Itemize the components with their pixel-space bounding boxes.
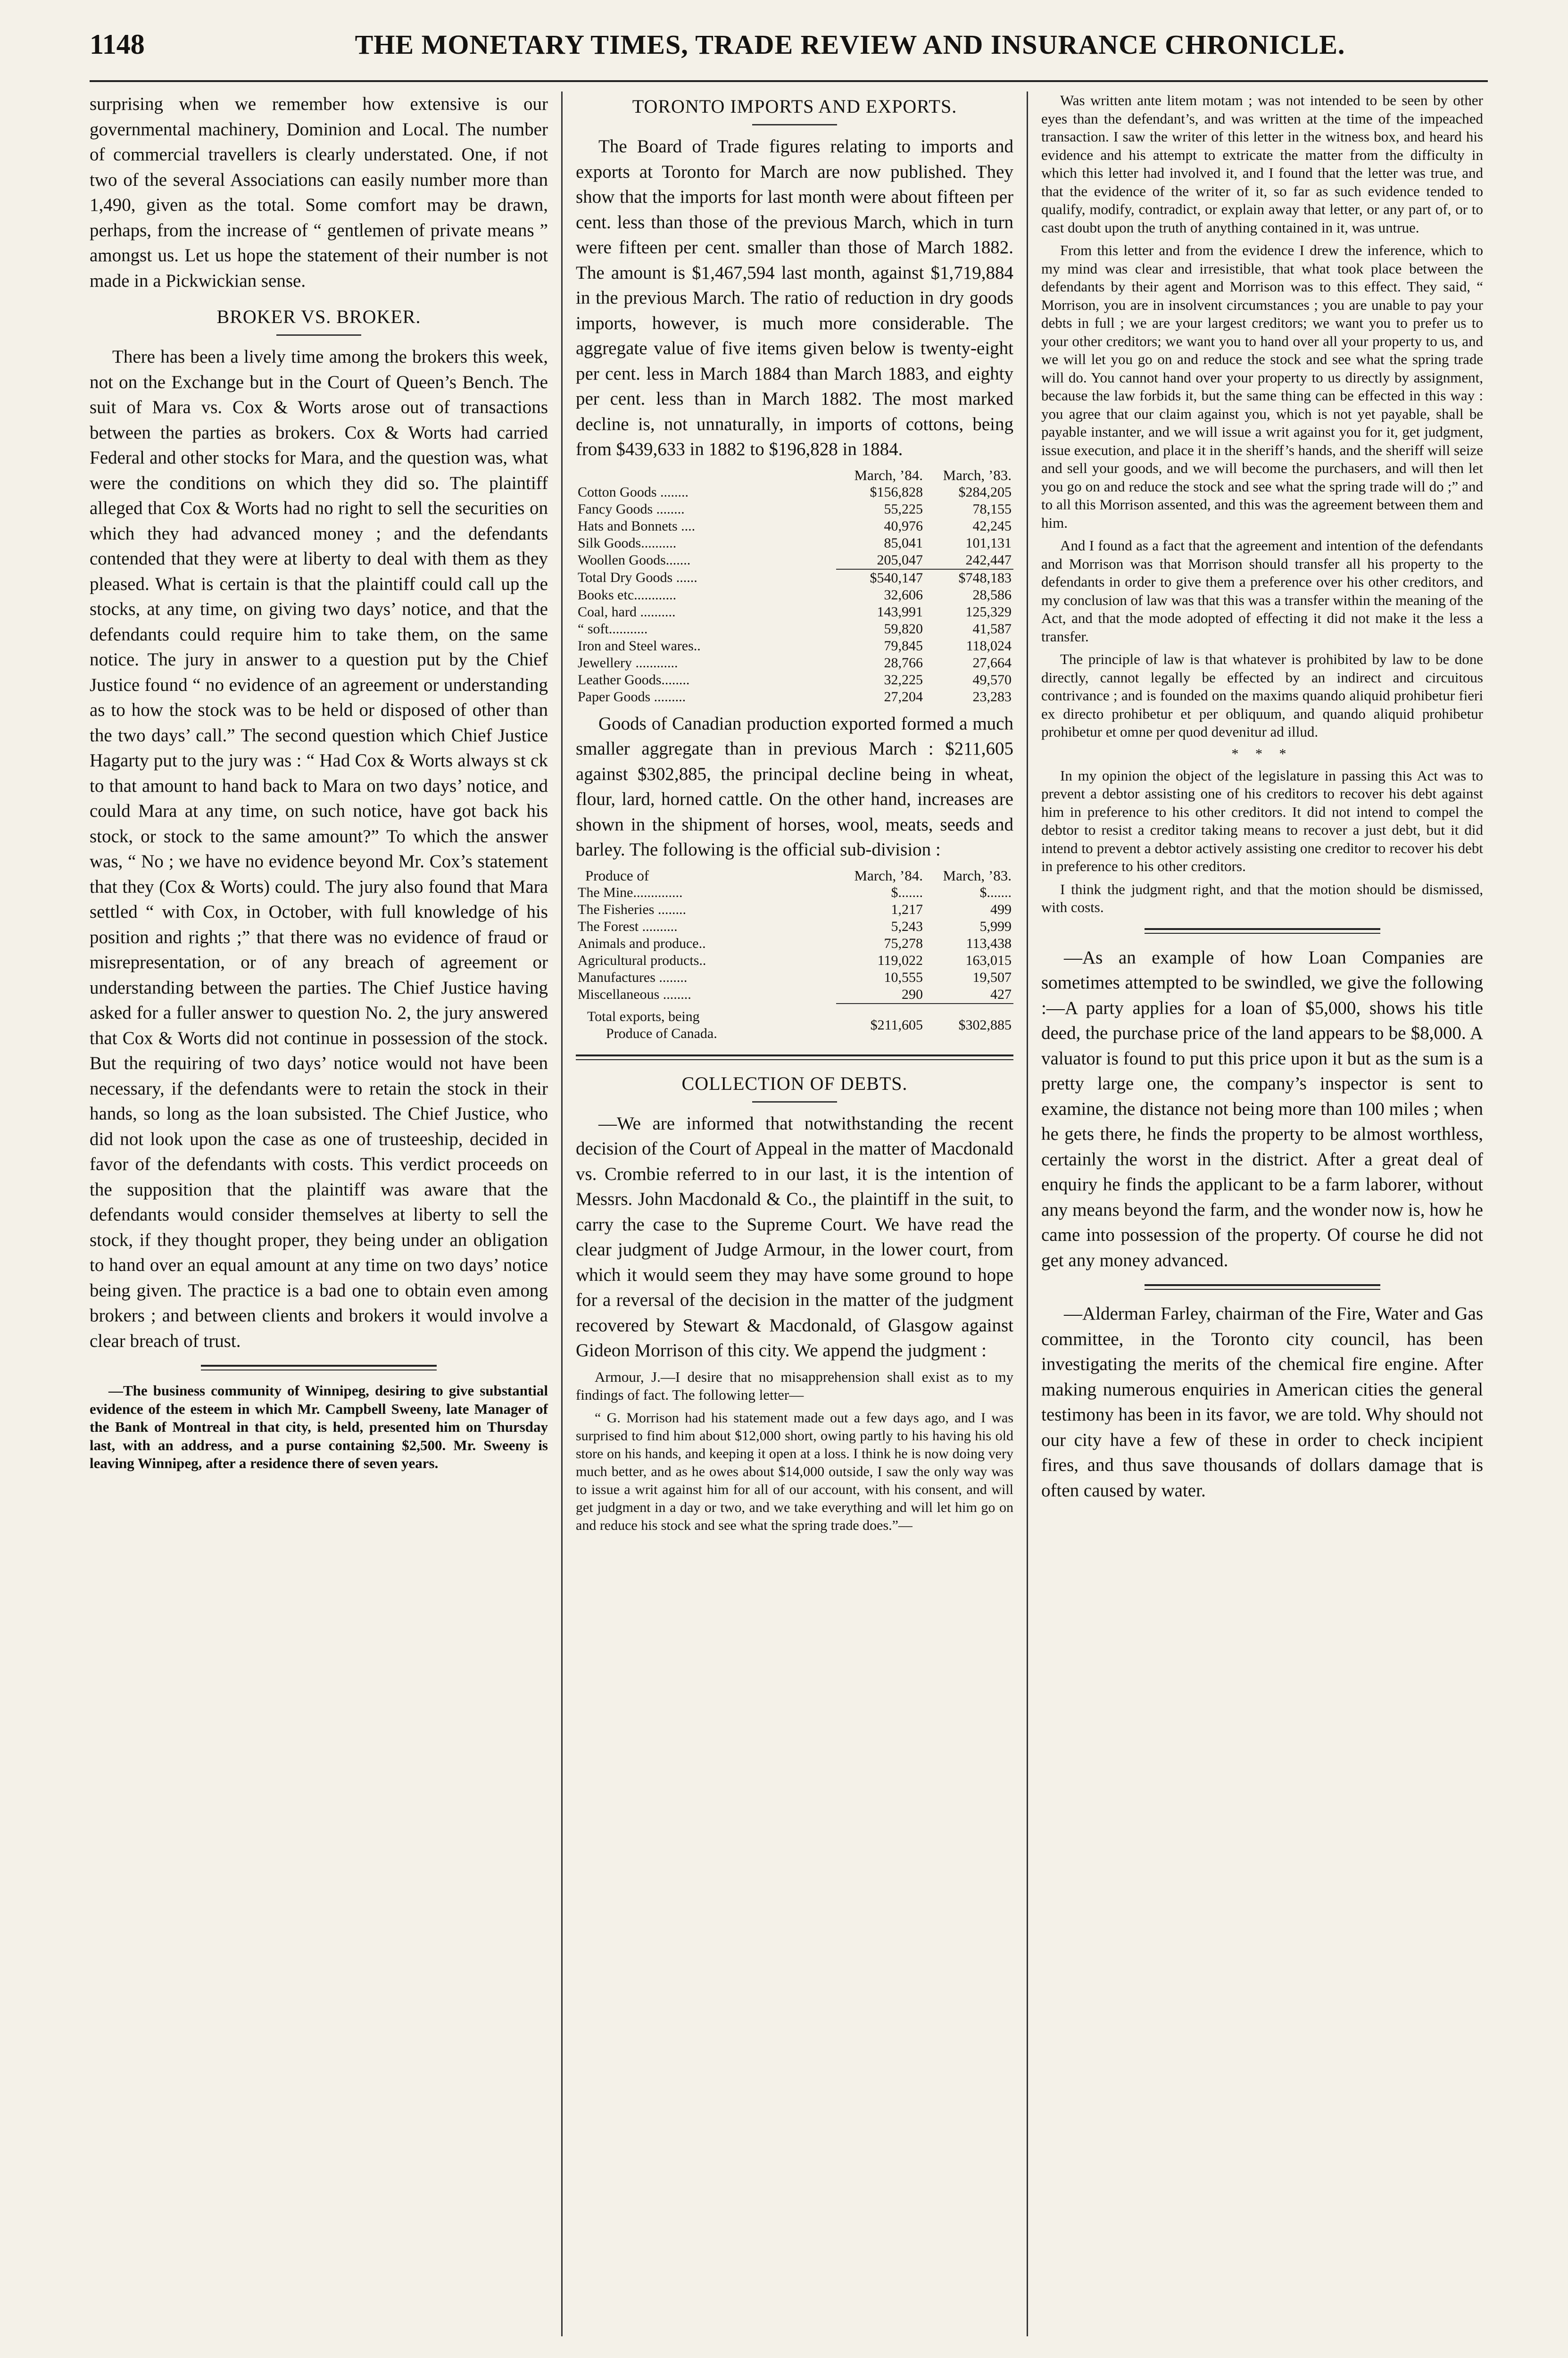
row-label: Cotton Goods ........ — [578, 484, 689, 500]
col-header: March, ’84. — [854, 867, 923, 884]
row-value: 27,664 — [972, 655, 1012, 671]
judgment-paragraph: From this letter and from the evidence I drew the inference, which to my mind was clear and irresistible, that what took place between the defendants by their agent and Morrison was to this effect. They said, “ Morrison, you are in insolvent circumstances ; you are unable to pay your debts in full ; we are your largest creditors; we want you to prefer us to your other creditors; we want you to hand over all your property to us, and we will let you go on and reduce the stock and see what the spring trade will do. You cannot hand over your property to us directly by assignment, because the law forbids it, but the same thing can be effected in this way : you agree that our claim against you, which is not yet payable, shall be payable instanter, and we will issue a writ against you for it, get judgment, issue execution, and place it in the sheriff’s hands, and the sheriff will seize and sell your goods, and we will become the purchasers, and will then let you go on and reduce the stock and see what the spring trade will do ;” and to all this Morrison assented, and this was the agreement between them and him. — [1041, 242, 1483, 531]
row-value: 27,204 — [884, 689, 923, 705]
row-label: Iron and Steel wares.. — [578, 638, 701, 654]
row-value: $284,205 — [958, 484, 1012, 500]
row-value: 242,447 — [965, 552, 1012, 568]
row-label: Manufactures ........ — [578, 969, 688, 985]
row-label: The Fisheries ........ — [578, 901, 686, 917]
row-value: 290 — [902, 986, 923, 1002]
debts-heading: COLLECTION OF DEBTS. — [681, 1072, 908, 1094]
masthead — [90, 28, 1488, 82]
row-value: 85,041 — [884, 535, 923, 551]
row-value: 23,283 — [972, 689, 1012, 705]
heading-rule — [276, 334, 361, 336]
row-label: “ soft........... — [578, 621, 648, 637]
row-label: Fancy Goods ........ — [578, 501, 685, 517]
broker-heading: BROKER VS. BROKER. — [216, 306, 421, 327]
table-row — [576, 484, 1013, 501]
table-row — [576, 655, 1013, 672]
row-value: 499 — [990, 901, 1012, 917]
row-value: 5,999 — [979, 918, 1012, 934]
row-value: 119,022 — [877, 952, 923, 968]
imports-table — [576, 467, 1013, 706]
row-value: 79,845 — [884, 638, 923, 654]
table-row — [576, 672, 1013, 689]
winnipeg-note: —The business community of Winnipeg, desiring to give substantial evidence of the esteem in which Mr. Campbell Sweeny, late Manager of the Bank of Montreal in that city, is held, presented him on Thursday last, with an address, and a purse containing $2,500. Mr. Sweeny is leaving Winnipeg, after a residence there of seven years. — [90, 1382, 548, 1471]
row-label: The Mine.............. — [578, 884, 683, 900]
row-label — [576, 1004, 836, 1042]
section-stars: * * * — [1231, 746, 1293, 762]
row-label: Total Dry Goods ...... — [578, 570, 697, 585]
page-number: 1148 — [90, 29, 145, 60]
judgment-paragraph: Was written ante litem motam ; was not intended to be seen by other eyes than the defendant’s, and was written at the time of the impeached transaction. I saw the writer of this letter in the witness box, and heard his evidence and his attempt to extricate the matter from the difficulty in which this letter had involved it, and I found that the letter was true, and that the evidence of the writer of it, so far as such evidence tended to qualify, modify, contradict, or explain away that letter, or any part of, or to cast doubt upon the truth of anything contained in it, was untrue. — [1041, 92, 1483, 236]
table-row — [576, 518, 1013, 535]
row-value: 118,024 — [966, 638, 1012, 654]
row-value: 19,507 — [972, 969, 1012, 985]
column-1 — [90, 91, 561, 2336]
table-row — [576, 638, 1013, 655]
row-value: 143,991 — [877, 604, 923, 620]
row-label: Paper Goods ......... — [578, 689, 686, 705]
judgment-paragraph: The principle of law is that whatever is prohibited by law to be done directly, cannot legally be effected by an indirect and circuitous contrivance ; and is founded on the maxims quando aliquid prohibetur fieri ex directo prohibetur et per obliquum, and quando aliquid prohibetur prohibetur et omne per quod devenitur ad illud. — [1041, 651, 1483, 740]
row-label: Leather Goods........ — [578, 672, 690, 688]
row-value: $540,147 — [836, 569, 925, 587]
judgment-quote: “ G. Morrison had his statement made out a few days ago, and I was surprised to find him about $12,000 short, owing partly to his having his old store on his hands, and keeping it open at a loss. I think he is now doing very much better, and as he owes about $14,000 outside, I saw the only way was to issue a writ against him for all of our account, with his consent, and will get judgment in a day or two, and we take everything and will let him go on and reduce his stock and see what the spring trade does.”— — [576, 1410, 1013, 1533]
total-label-line: Total exports, being — [587, 1008, 700, 1024]
exports-table — [576, 867, 1013, 1042]
row-value: 32,606 — [884, 587, 923, 603]
broker-article: There has been a lively time among the brokers this week, not on the Exchange but in the Court of Queen’s Bench. The suit of Mara vs. Cox & Worts arose out of transactions between the parties as brokers. Cox & Worts had carried Federal and other stocks for Mara, and the question was, what were the conditions on which they did so. The plaintiff alleged that Cox & Worts had no right to sell the securities on which they had advanced money ; and the defendants contended that they were at liberty to deal with them as they pleased. What is certain is that the plaintiff could call up the stocks, at any time, on giving two days’ notice, and that the defendants could require him to take them, on the same notice. The jury in answer to a question put by the Chief Justice found “ no evidence of an agreement or understanding as to how the stock was to be held or disposed of other than the two days’ call.” The second question which Chief Justice Hagarty put to the jury was : “ Had Cox & Worts always st ck to that amount to hand back to Mara on two days’ notice, and could Mara at any time, on such notice, have got back his stock, or stock to the same amount?” To which the answer was, “ No ; we have no evidence beyond Mr. Cox’s statement that they (Cox & Worts) could. The jury also found that Mara settled “ with Cox, in October, with full knowledge of his position and rights ;” that there was no evidence of fraud or misrepresentation, or of any breach of agreement or understanding between the parties. The Chief Justice having asked for a fuller answer to question No. 2, the jury answered that Cox & Worts did not continue in possession of the stock. But the requiring of two days’ notice would not have been necessary, if the defendants were to retain the stock in their hands, so long as the loan subsisted. The Chief Justice, who did not look upon the case as one of trusteeship, decided in favor of the defendants with costs. This verdict proceeds on the supposition that the plaintiff was aware that the defendants would consider themselves at liberty to sell the stock, if they thought proper, they being under an obligation to hand over an equal amount at any time on two days’ notice being given. The practice is a bad one to obtain even among brokers ; and between clients and brokers it would involve a clear breach of trust. — [90, 347, 548, 1351]
total-label-line: Produce of Canada. — [606, 1025, 717, 1041]
column-3 — [1028, 91, 1483, 2336]
table-row — [576, 569, 1013, 587]
col-header: March, ’83. — [943, 466, 1012, 483]
table-row — [576, 969, 1013, 986]
row-value: 28,766 — [884, 655, 923, 671]
row-value: 163,015 — [965, 952, 1012, 968]
row-value: 49,570 — [972, 672, 1012, 688]
table-row — [576, 621, 1013, 638]
farley-note: —Alderman Farley, chairman of the Fire, Water and Gas committee, in the Toronto city council, has been investigating the merits of the chemical fire engine. After making numerous enquiries in American cities the general testimony has been in its favor, we are told. Why should not our city have a few of these in order to check incipient fires, and thus save thousands of dollars damage that is often caused by water. — [1041, 1304, 1483, 1501]
section-divider — [1145, 928, 1380, 934]
row-value: 40,976 — [884, 518, 923, 534]
row-value: $156,828 — [870, 484, 923, 500]
col-header: March, ’83. — [943, 867, 1012, 884]
section-divider — [201, 1365, 437, 1370]
table-row — [576, 918, 1013, 935]
exports-rows — [576, 884, 1013, 1004]
columns — [90, 91, 1488, 2336]
imports-heading: TORONTO IMPORTS AND EXPORTS. — [632, 96, 957, 117]
row-value: $302,885 — [925, 1004, 1013, 1042]
row-label: Agricultural products.. — [578, 952, 706, 968]
row-value: $....... — [979, 884, 1012, 900]
row-value: 41,587 — [972, 621, 1012, 637]
row-value: 32,225 — [884, 672, 923, 688]
row-value: 78,155 — [972, 501, 1012, 517]
column-2 — [561, 91, 1028, 2336]
col-header: March, ’84. — [854, 466, 923, 483]
row-label: Hats and Bonnets .... — [578, 518, 696, 534]
row-value: 1,217 — [891, 901, 923, 917]
table-row — [576, 901, 1013, 918]
row-value: 427 — [990, 986, 1012, 1002]
dry-goods-rows — [576, 484, 1013, 569]
row-label: The Forest .......... — [578, 918, 678, 934]
table-row — [576, 535, 1013, 552]
judgment-intro: Armour, J.—I desire that no misapprehension shall exist as to my findings of fact. The following letter— — [576, 1368, 1013, 1403]
section-divider — [576, 1054, 1013, 1060]
col-header: Produce of — [585, 867, 649, 884]
heading-rule — [752, 124, 837, 125]
intro-paragraph: surprising when we remember how extensive is our governmental machinery, Dominion and Local. The number of commercial travellers is clearly understated. One, if not two of the several Associations can easily number more than 1,490, given as the total. Some comfort may be drawn, perhaps, from the increase of “ gentlemen of private means ” amongst us. Let us hope the statement of their number is not made in a Pickwickian sense. — [90, 94, 548, 291]
table-row — [576, 1004, 1013, 1042]
table-row — [576, 501, 1013, 518]
row-value: 113,438 — [966, 935, 1012, 951]
judgment-paragraph: In my opinion the object of the legislature in passing this Act was to prevent a debtor assisting one of his creditors to recover his debt against him in preference to his other creditors. It did not intend to compel the debtor to resist a creditor taking means to recover a just debt, but it did intend to prevent a debtor actively assisting one creditor to recover his debt in preference to his other creditors. — [1041, 767, 1483, 874]
row-value: 125,329 — [965, 604, 1012, 620]
table-row — [576, 689, 1013, 706]
judgment-paragraph: I think the judgment right, and that the motion should be dismissed, with costs. — [1041, 880, 1483, 915]
row-value: 205,047 — [877, 552, 923, 568]
row-value: $748,183 — [925, 569, 1013, 587]
row-label: Jewellery ............ — [578, 655, 678, 671]
exports-paragraph: Goods of Canadian production exported formed a much smaller aggregate than in previous March : $211,605 against $302,885, the principal decline being in wheat, flour, lard, horned cattle. On the other hand, increases are shown in the shipment of horses, wool, meats, seeds and barley. The following is the official sub-division : — [576, 713, 1013, 860]
row-value: $....... — [891, 884, 923, 900]
row-label: Books etc............ — [578, 587, 677, 603]
table-row — [576, 884, 1013, 901]
table-row — [576, 552, 1013, 569]
row-label: Miscellaneous ........ — [578, 987, 691, 1002]
table-header-row — [576, 467, 1013, 484]
row-value: 75,278 — [884, 935, 923, 951]
row-label: Woollen Goods....... — [578, 552, 691, 568]
judgment-paragraph: And I found as a fact that the agreement and intention of the defendants and Morrison was that Morrison should transfer all his property to the defendants in order to give them a preference over his other creditors, and my conclusion of law was that this was a transfer within the meaning of the Act, and that the mode adopted of effecting it did not make it the less a transfer. — [1041, 537, 1483, 645]
row-value: 59,820 — [884, 621, 923, 637]
row-value: 101,131 — [965, 535, 1012, 551]
heading-rule — [752, 1101, 837, 1103]
loan-companies-note: —As an example of how Loan Companies are sometimes attempted to be swindled, we give the following :—A party applies for a loan of $5,000, shows his title deed, the purchase price of the land appears to be $8,000. A valuator is found to put this price upon it but as the sum is a pretty large one, the company’s inspector is sent to examine, the distance not being more than 100 miles ; when he gets there, he finds the property to be almost worthless, certainly the worst in the district. After a great deal of enquiry he finds the applicant to be a farm laborer, without any means beyond the farm, and the wonder now is, how he came into possession of the property. Of course he did not get any money advanced. — [1041, 947, 1483, 1270]
table-row — [576, 986, 1013, 1004]
row-value: 10,555 — [884, 969, 923, 985]
table-row — [576, 935, 1013, 952]
section-divider — [1145, 1284, 1380, 1290]
row-label: Coal, hard .......... — [578, 604, 676, 620]
row-value: 55,225 — [884, 501, 923, 517]
other-goods-rows — [576, 587, 1013, 706]
row-value: $211,605 — [836, 1004, 925, 1042]
imports-paragraph: The Board of Trade figures relating to imports and exports at Toronto for March are now published. They show that the imports for last month were about fifteen per cent. less than those of the previous March, which in turn were fifteen per cent. smaller than those of March 1882. The amount is $1,467,594 last month, against $1,719,884 in the previous March. The ratio of reduction in dry goods imports, however, is much more considerable. The aggregate value of five items given below is twenty-eight per cent. less in March 1884 than March 1883, and eighty per cent. less than in March 1882. The most marked decline is, not unnaturally, in imports of cottons, being from $439,633 in 1882 to $196,828 in 1884. — [576, 136, 1013, 459]
row-value: 28,586 — [972, 587, 1012, 603]
table-row — [576, 952, 1013, 969]
running-head: THE MONETARY TIMES, TRADE REVIEW AND INSURANCE CHRONICLE. — [355, 29, 1345, 60]
row-label: Animals and produce.. — [578, 935, 706, 951]
row-label: Silk Goods.......... — [578, 535, 677, 551]
debts-paragraph: —We are informed that notwithstanding the recent decision of the Court of Appeal in the matter of Macdonald vs. Crombie referred to in our last, it is the intention of Messrs. John Macdonald & Co., the plaintiff in the suit, to carry the case to the Supreme Court. We have read the clear judgment of Judge Armour, in the lower court, from which it would seem they may have some ground to hope for a reversal of the decision in the matter of the judgment recovered by Stewart & Macdonald, of Glasgow against Gideon Morrison of this city. We append the judgment : — [576, 1113, 1013, 1361]
row-value: 42,245 — [972, 518, 1012, 534]
table-row — [576, 587, 1013, 604]
row-value: 5,243 — [891, 918, 923, 934]
table-header-row — [576, 867, 1013, 884]
table-row — [576, 604, 1013, 621]
